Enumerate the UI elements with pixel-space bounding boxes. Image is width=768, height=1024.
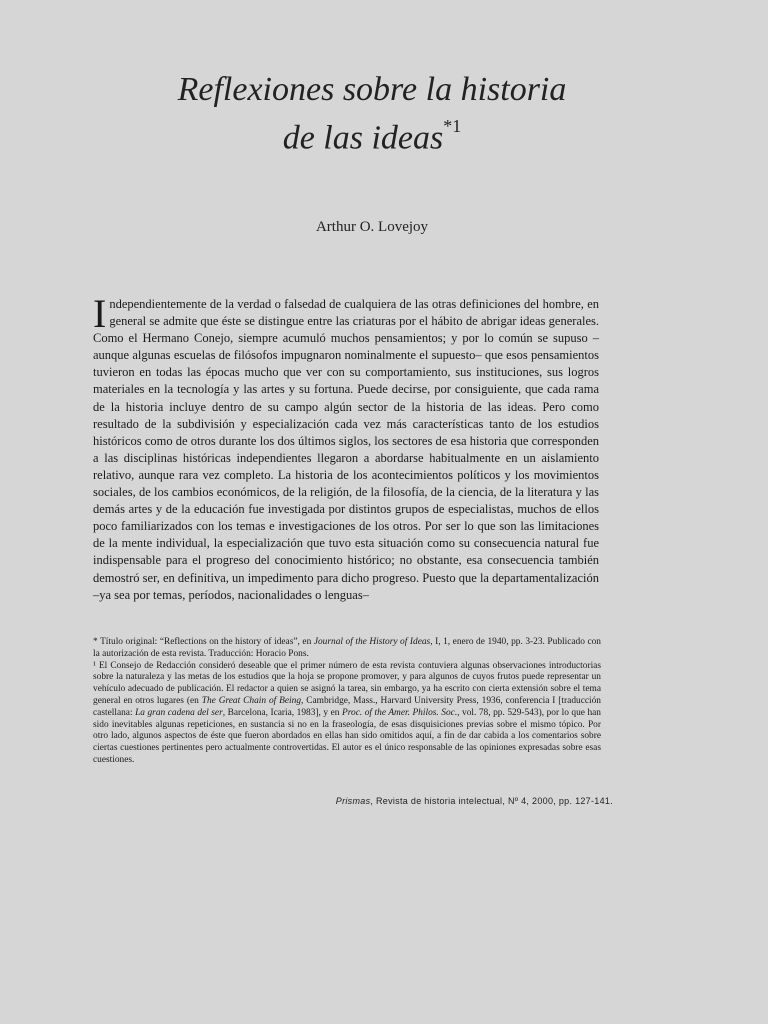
title-line-1: Reflexiones sobre la historia [177, 71, 567, 108]
footnote-book-title: La gran cadena del ser [135, 707, 223, 718]
citation-details: , Revista de historia intelectual, Nº 4, 2000, pp. 127-141. [370, 796, 613, 806]
footnote-title-original [93, 637, 601, 661]
footnote-text: ¹ El Consejo de Redacción consideró deseable que el primer número de esta revista contuviera algunas observaciones introductorias sobre la naturaleza y las metas de los estudios que la hoja se propone promover, y para algunos de cuyos frutos puede representar un vehículo adecuado de publicación. El redactor a quien se asignó la tarea, sin embargo, ya ha escrito con cierta extensión sobre el tema general en otros lugares (en [93, 660, 601, 706]
footnote-text: * Título original: “Reflections on the history of ideas”, en [93, 637, 314, 647]
title-line-2-text: de las ideas [282, 119, 444, 157]
article-title [92, 70, 652, 158]
body-paragraph-text: ndependientemente de la verdad o falsedad de cualquiera de las otras definiciones del hombre, en general se admite que éste se distingue entre las criaturas por el hábito de abrigar ideas generales. Como el Hermano Conejo, siempre acumuló muchos pensamientos; y por lo común se supuso –aunque algunas escuelas de filósofos impugnaron nominalmente el supuesto– que esos pensamientos tuvieron en todas las épocas mucho que ver con su comportamiento, sus instituciones, sus logros materiales en la tecnología y las artes y su fortuna. Puede decirse, por consiguiente, que cada rama de la historia incluye dentro de su campo algún sector de la historia de las ideas. Pero como resultado de la subdivisión y especialización cada vez más características tanto de los estudios históricos como de otros durante los dos últimos siglos, los sectores de esa historia que corresponden a las disciplinas históricas independientes llegaron a abordarse habitualmente en un aislamiento relativo, aunque rara vez completo. La historia de los acontecimientos políticos y los movimientos sociales, de los cambios económicos, de la religión, de la filosofía, de la ciencia, de la literatura y las demás artes y de la educación fue investigada por distintos grupos de especialistas, muchos de ellos poco familiarizados con los temas e investigaciones de los otros. Por ser lo que son las limitaciones de la mente individual, la especialización que tuvo esta situación como su consecuencia natural fue indispensable para el progreso del conocimiento histórico; no obstante, esa consecuencia también demostró ser, en definitiva, un impedimento para dicho progreso. Puesto que la departamentalización –ya sea por temas, períodos, nacionalidades o lenguas– [93, 297, 599, 602]
footnote-1 [93, 661, 601, 767]
drop-cap: I [93, 291, 107, 336]
footnote-text: , Cambridge, Mass., Harvard University Press, 1936, conferencia I [traducción castellana: [93, 695, 601, 718]
body-paragraph [93, 291, 599, 604]
title-line-2 [92, 110, 652, 158]
footnote-text: , I, 1, enero de 1940, pp. 3-23. Publicado con la autorización de esta revista. Traducción: Horacio Pons. [93, 637, 601, 659]
footnotes [93, 637, 601, 767]
citation-journal: Prismas [335, 796, 371, 806]
footnote-book-title: The Great Chain of Being [201, 695, 302, 706]
footnote-text: , Barcelona, Icaria, 1983], y en [222, 707, 342, 718]
footnote-journal-title: Proc. of the Amer. Philos. Soc. [341, 707, 458, 718]
journal-citation [336, 796, 613, 806]
footnote-journal-title: Journal of the History of Ideas [313, 637, 431, 647]
title-footnote-marker: *1 [443, 116, 462, 136]
author-name: Arthur O. Lovejoy [315, 219, 429, 235]
footnote-text: , vol. 78, pp. 529-543), por lo que han sido inevitables algunas repeticiones, en sustancia si no en la fraseología, de esas disquisiciones previas sobre el mismo tópico. Por otro lado, algunos aspectos de éste que fueron abordados en ellas han sido omitidos aquí, a fin de dar cabida a los comentarios sobre ciertas cuestiones pertinentes pero actualmente controvertidas. El autor es el único responsable de las opiniones expresadas sobre esas cuestiones. [93, 707, 601, 765]
